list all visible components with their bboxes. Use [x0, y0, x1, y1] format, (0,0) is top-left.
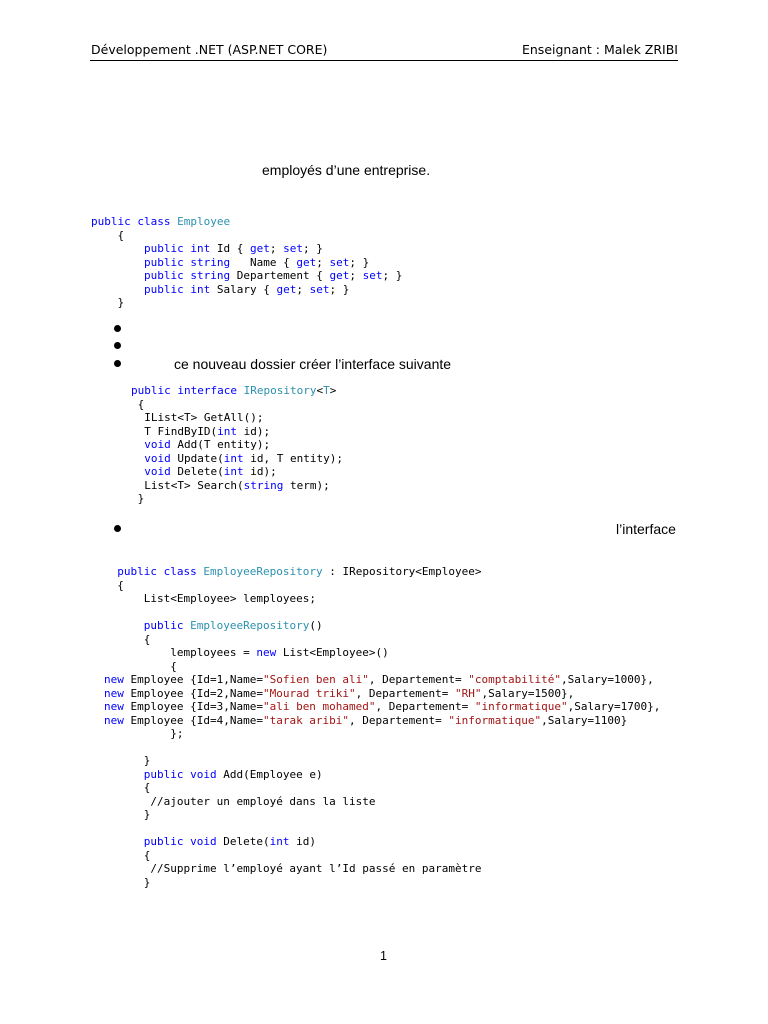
code-text: { [143, 848, 151, 862]
code-keyword: public [91, 215, 131, 228]
code-text: { [143, 632, 151, 646]
code-text: < [316, 384, 324, 397]
code-string: "ali ben mohamed" [262, 700, 376, 713]
code-line [104, 646, 389, 659]
code-line [91, 269, 402, 282]
code-keyword: public [143, 767, 184, 781]
code-text: Employee {Id=1,Name= [123, 673, 263, 686]
intro-text: employés d’une entreprise. [262, 162, 431, 178]
code-keyword: class [137, 215, 171, 228]
code-text: Departement { [236, 269, 330, 282]
employee-class-code [91, 215, 402, 310]
code-text: , Departement= [375, 700, 475, 713]
code-line [131, 398, 144, 411]
code-text: ,Salary=1000}, [560, 673, 654, 686]
code-text: Salary { [216, 282, 277, 296]
bullet-3-text: ce nouveau dossier créer l’interface suivante [174, 356, 452, 372]
code-keyword: int [223, 465, 244, 478]
code-text: ; [349, 269, 363, 282]
code-text: , Departement= [368, 673, 469, 686]
code-keyword: void [144, 465, 171, 478]
code-text: , Departement= [355, 686, 456, 700]
code-text: : IRepository<Employee> [322, 565, 482, 578]
page-number: 1 [380, 949, 387, 963]
code-text: Add(T entity); [170, 438, 271, 451]
bullet-2 [114, 342, 121, 349]
code-keyword: public [143, 269, 184, 282]
code-keyword: public [131, 384, 171, 397]
code-line [104, 835, 316, 848]
code-line [104, 619, 323, 632]
code-line [104, 700, 660, 713]
code-keyword: set [329, 255, 350, 269]
code-type: EmployeeRepository [190, 619, 310, 632]
code-keyword: void [190, 835, 217, 848]
code-text: > [329, 384, 337, 397]
code-keyword: set [309, 282, 330, 296]
code-text: ,Salary=1700}, [567, 700, 661, 713]
code-text: ; } [382, 269, 403, 282]
code-keyword: get [329, 269, 350, 282]
bullet-3 [114, 360, 121, 367]
code-comment: //ajouter un employé dans la liste [150, 794, 376, 808]
code-line [104, 592, 316, 605]
code-keyword: public [143, 619, 184, 632]
bullet-4-text: l’interface [616, 521, 676, 537]
code-keyword: void [190, 767, 217, 781]
code-text: { [170, 659, 177, 673]
code-text: lemployees = [170, 646, 257, 659]
repository-code [104, 565, 660, 889]
code-text: } [117, 296, 125, 309]
code-keyword: new [104, 700, 124, 713]
code-line [91, 229, 124, 242]
code-text: Update( [170, 451, 224, 465]
code-text: Name { [236, 255, 297, 269]
code-text: List<Employee>() [276, 646, 389, 659]
code-keyword: new [104, 686, 124, 700]
code-keyword: get [276, 282, 297, 296]
code-text: }; [170, 727, 184, 740]
code-string: "RH" [455, 686, 482, 700]
code-line [91, 283, 349, 296]
code-line [91, 215, 230, 228]
code-line [131, 452, 343, 465]
code-string: "informatique" [474, 700, 568, 713]
code-comment: //Supprime l’employé ayant l’Id passé en paramètre [150, 862, 482, 875]
code-text: , Departement= [349, 713, 449, 727]
code-text: } [143, 754, 151, 767]
code-text: ; } [349, 255, 370, 269]
code-keyword: new [104, 673, 124, 686]
code-text: ; [316, 255, 330, 269]
code-keyword: string [190, 255, 231, 269]
code-line [131, 492, 144, 505]
code-text: id) [289, 835, 316, 848]
code-text: List<T> Search( [144, 478, 244, 492]
code-text: { [143, 781, 151, 794]
code-keyword: public [143, 242, 184, 255]
code-line [104, 660, 177, 673]
code-line [91, 296, 124, 309]
code-text: ; [296, 282, 310, 296]
code-line [104, 633, 150, 646]
code-text: ,Salary=1100} [541, 713, 628, 727]
code-line [104, 849, 150, 862]
code-keyword: new [256, 646, 277, 659]
code-line [104, 862, 482, 875]
code-line [104, 673, 654, 686]
code-text: ; [269, 242, 284, 255]
code-line [91, 256, 369, 269]
code-line [104, 714, 627, 727]
code-keyword: interface [177, 384, 237, 397]
code-keyword: void [144, 451, 171, 465]
bullet-1 [114, 325, 121, 332]
code-type: IRepository [243, 384, 317, 397]
code-text: } [143, 808, 151, 821]
code-line [131, 384, 336, 397]
code-text: List<Employee> lemployees; [143, 592, 316, 605]
code-text: { [117, 578, 124, 592]
code-text: T FindByID( [144, 424, 218, 438]
code-line [104, 795, 376, 808]
code-line [104, 781, 150, 794]
bullet-4 [114, 525, 121, 532]
code-line [104, 687, 574, 700]
code-line [131, 425, 270, 438]
code-text: } [137, 492, 145, 505]
code-line [104, 565, 482, 578]
code-string: "Sofien ben ali" [262, 673, 369, 686]
code-text: Delete( [170, 465, 224, 478]
header-divider [90, 60, 678, 61]
code-keyword: get [296, 255, 317, 269]
code-keyword: int [217, 424, 237, 438]
code-line [131, 411, 263, 424]
code-text: id); [236, 424, 271, 438]
code-line [104, 876, 150, 889]
code-keyword: public [143, 835, 184, 848]
code-keyword: public [143, 255, 184, 269]
code-string: "informatique" [448, 713, 542, 727]
code-keyword: void [144, 438, 171, 451]
code-line [131, 465, 277, 478]
page-header-left: Développement .NET (ASP.NET CORE) [91, 42, 328, 57]
code-keyword: int [190, 242, 211, 255]
code-keyword: new [104, 713, 124, 727]
code-keyword: int [190, 282, 211, 296]
code-text: IList<T> GetAll(); [144, 411, 264, 424]
code-text: ; } [329, 282, 350, 296]
code-line [91, 242, 323, 255]
code-string: "comptabilité" [468, 673, 561, 686]
code-keyword: set [362, 269, 383, 282]
code-text: term); [283, 478, 330, 492]
code-type: EmployeeRepository [203, 565, 323, 578]
code-keyword: int [269, 835, 290, 848]
code-keyword: public [117, 565, 157, 578]
code-keyword: int [223, 451, 244, 465]
code-text: Id { [216, 242, 250, 255]
page-header-right: Enseignant : Malek ZRIBI [521, 42, 678, 57]
code-text: Employee {Id=4,Name= [123, 713, 263, 727]
code-keyword: class [163, 565, 197, 578]
code-text: () [309, 619, 323, 632]
code-text: { [117, 228, 125, 242]
code-keyword: string [190, 269, 231, 282]
code-line [104, 754, 150, 767]
code-text: { [137, 397, 145, 411]
code-line [131, 479, 330, 492]
code-keyword: string [243, 478, 284, 492]
code-text: Delete( [216, 835, 270, 848]
code-text: } [143, 875, 151, 889]
code-text: ,Salary=1500}, [481, 686, 575, 700]
code-type: Employee [177, 215, 231, 228]
code-line [131, 438, 270, 451]
code-text: id, T entity); [243, 451, 343, 465]
code-text: Add(Employee e) [216, 767, 323, 781]
code-line [104, 579, 124, 592]
code-string: "Mourad triki" [262, 686, 356, 700]
code-line [104, 808, 150, 821]
code-line [104, 768, 323, 781]
code-keyword: set [283, 242, 303, 255]
code-text: id); [243, 465, 277, 478]
code-text: Employee {Id=3,Name= [123, 700, 263, 713]
interface-code [131, 384, 343, 506]
code-text: ; } [302, 242, 323, 255]
code-line [104, 727, 183, 740]
code-string: "tarak aribi" [262, 713, 350, 727]
code-type: T [323, 384, 330, 397]
code-text: Employee {Id=2,Name= [123, 686, 263, 700]
code-keyword: public [143, 282, 184, 296]
code-keyword: get [249, 242, 270, 255]
